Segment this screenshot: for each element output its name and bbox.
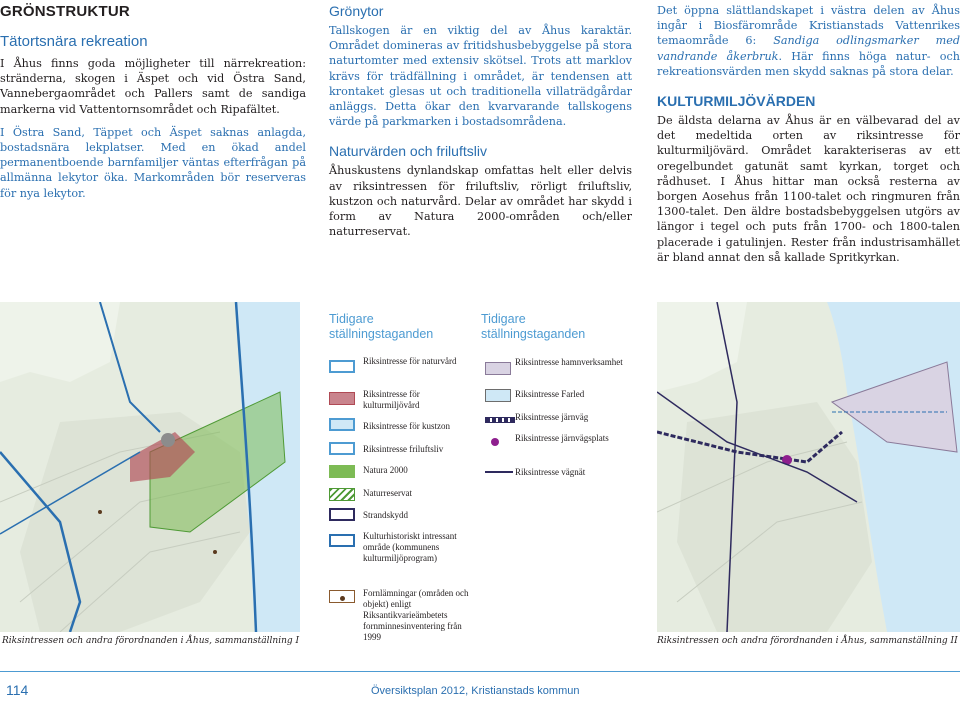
map-sammanstallning-2 (657, 302, 960, 632)
legend-swatch-kustzon (329, 418, 355, 431)
legend-swatch-kulturhistoriskt (329, 534, 355, 547)
legend-item-natura2000: Natura 2000 (363, 465, 408, 475)
map-1-graphic (0, 302, 300, 632)
legend-swatch-hamnverksamhet (485, 362, 511, 375)
subheading-gronytor: Grönytor (329, 3, 384, 19)
section-heading-gronstruktur: GRÖNSTRUKTUR (0, 3, 130, 20)
page-number: 114 (6, 682, 29, 698)
paragraph-slattlandskap-b: . Här finns höga natur- och rekreationsvärden men skydd saknas på stora delar. (657, 49, 960, 78)
legend-swatch-natura2000 (329, 465, 355, 478)
footer-divider (0, 671, 960, 672)
column-2 (329, 0, 632, 247)
footer-title: Översiktsplan 2012, Kristianstads kommun (371, 685, 580, 697)
jarnvagsplats-dot-icon (491, 438, 499, 446)
paragraph-naturvarden: Åhuskustens dynlandskap omfattas helt eller delvis av riksintressen för friluftsliv, rörligt friluftsliv, kustzon och naturvård. Delar av området har skydd i form av Natura 2000-områden och/eller naturreservat. (329, 164, 632, 239)
legend-item-strandskydd: Strandskydd (363, 510, 408, 520)
legend-item-kulturmiljo: Riksintresse för kulturmiljövård (363, 389, 420, 410)
legend-item-vagnat: Riksintresse vägnät (515, 467, 586, 477)
legend-swatch-kulturmiljo (329, 392, 355, 405)
legend-item-kulturhistoriskt: Kulturhistoriskt intressant område (kommunens kulturmiljöprogram) (363, 531, 457, 563)
paragraph-kulturmiljo: De äldsta delarna av Åhus är en välbevarad del av det medeltida orten av riksintresse för kulturmiljövärd. Området karakteriseras av ett oregelbundet gatunät samt kyrkan, torget och rådhuset. I Åhus hittar man också resterna av borgen Aosehus från 1100-talet och ringmuren från 1300-talet. Den äldre bostadsbebyggelsen utgörs av längor i tegel och puts från 1700- och 1800-talen placerade i gatulinjen. Rester från industrisamhället är bland annat den så kallade Spritkyrkan. (657, 114, 960, 264)
legend-line-jarnvag (485, 417, 515, 423)
legend-item-naturreservat: Naturreservat (363, 488, 412, 498)
legend-item-kustzon: Riksintresse för kustzon (363, 421, 450, 431)
legend-item-friluftsliv: Riksintresse friluftsliv (363, 444, 444, 454)
column-3 (657, 0, 960, 273)
legend-item-jarnvagsplats: Riksintresse järnvägsplats (515, 433, 609, 443)
map-sammanstallning-1 (0, 302, 300, 632)
paragraph-rekreation-2: I Östra Sand, Täppet och Äspet saknas anlagda, bostadsnära lekplatser. Med en ökad andel permanentboende barnfamiljer väntas efterfrågan på allmänna lekytor öka. Markområden bör reserveras för nya lekytor. (0, 125, 306, 200)
subheading-naturvarden: Naturvärden och friluftsliv (329, 143, 487, 160)
legend-swatch-farled (485, 389, 511, 402)
paragraph-rekreation-1: I Åhus finns goda möjligheter till närrekreation: stränderna, skogen i Äspet och vid Östra Sand, Vannebergaområdet och Pallers samt de sandiga markerna vid Vattentornsområdet och Ripafältet. (0, 57, 306, 116)
legend-1 (329, 312, 479, 652)
legend-item-naturvard: Riksintresse för naturvård (363, 356, 457, 366)
caption-map-1: Riksintressen och andra förordnanden i Åhus, sammanställning I (2, 636, 300, 646)
paragraph-gronytor: Tallskogen är en viktig del av Åhus karaktär. Området domineras av fritidshusbebyggelse på stora naturtomter med extensiv skötsel. Trots att marklov krävs för trädfällning i området, är tendensen att krontaket glesas ut och traditionella villaträdgårdar anläggs. Detta ökar den kvarvarande tallskogens värde på parkmarken i bostadsområdena. (329, 24, 632, 129)
legend-2-title: Tidigare ställningstaganden (481, 312, 586, 341)
legend-item-fornlamningar: Fornlämningar (områden och objekt) enligt Riksantikvarieämbetets fornminnesinventering från 1999 (363, 588, 469, 642)
paragraph-slattlandskap (657, 3, 960, 79)
legend-2 (481, 312, 651, 512)
legend-line-vagnat (485, 471, 513, 473)
paragraph-slattlandskap-italic: Sandiga odlingsmarker med vandrande åkerbruk (657, 34, 960, 63)
map-2-graphic (657, 302, 960, 632)
paragraph-slattlandskap-a: Det öppna slättlandskapet i västra delen av Åhus ingår i Biosfärområde Kristianstads Vattenrikes temaområde 6: (657, 4, 960, 48)
legend-1-title: Tidigare ställningstaganden (329, 312, 434, 341)
subheading-tatortsnara: Tätortsnära rekreation (0, 33, 148, 50)
legend-swatch-naturreservat (329, 488, 355, 501)
legend-swatch-strandskydd (329, 508, 355, 521)
caption-map-2: Riksintressen och andra förordnanden i Åhus, sammanställning II (657, 636, 958, 646)
column-1 (0, 0, 306, 209)
legend-item-jarnvag: Riksintresse järnväg (515, 412, 589, 422)
fornlamning-dot-icon (340, 596, 345, 601)
legend-item-farled: Riksintresse Farled (515, 389, 585, 399)
legend-swatch-naturvard (329, 360, 355, 373)
section-heading-kulturmiljovarden: KULTURMILJÖVÄRDEN (657, 93, 816, 110)
legend-item-hamnverksamhet: Riksintresse hamnverksamhet (515, 357, 623, 367)
legend-swatch-friluftsliv (329, 442, 355, 455)
